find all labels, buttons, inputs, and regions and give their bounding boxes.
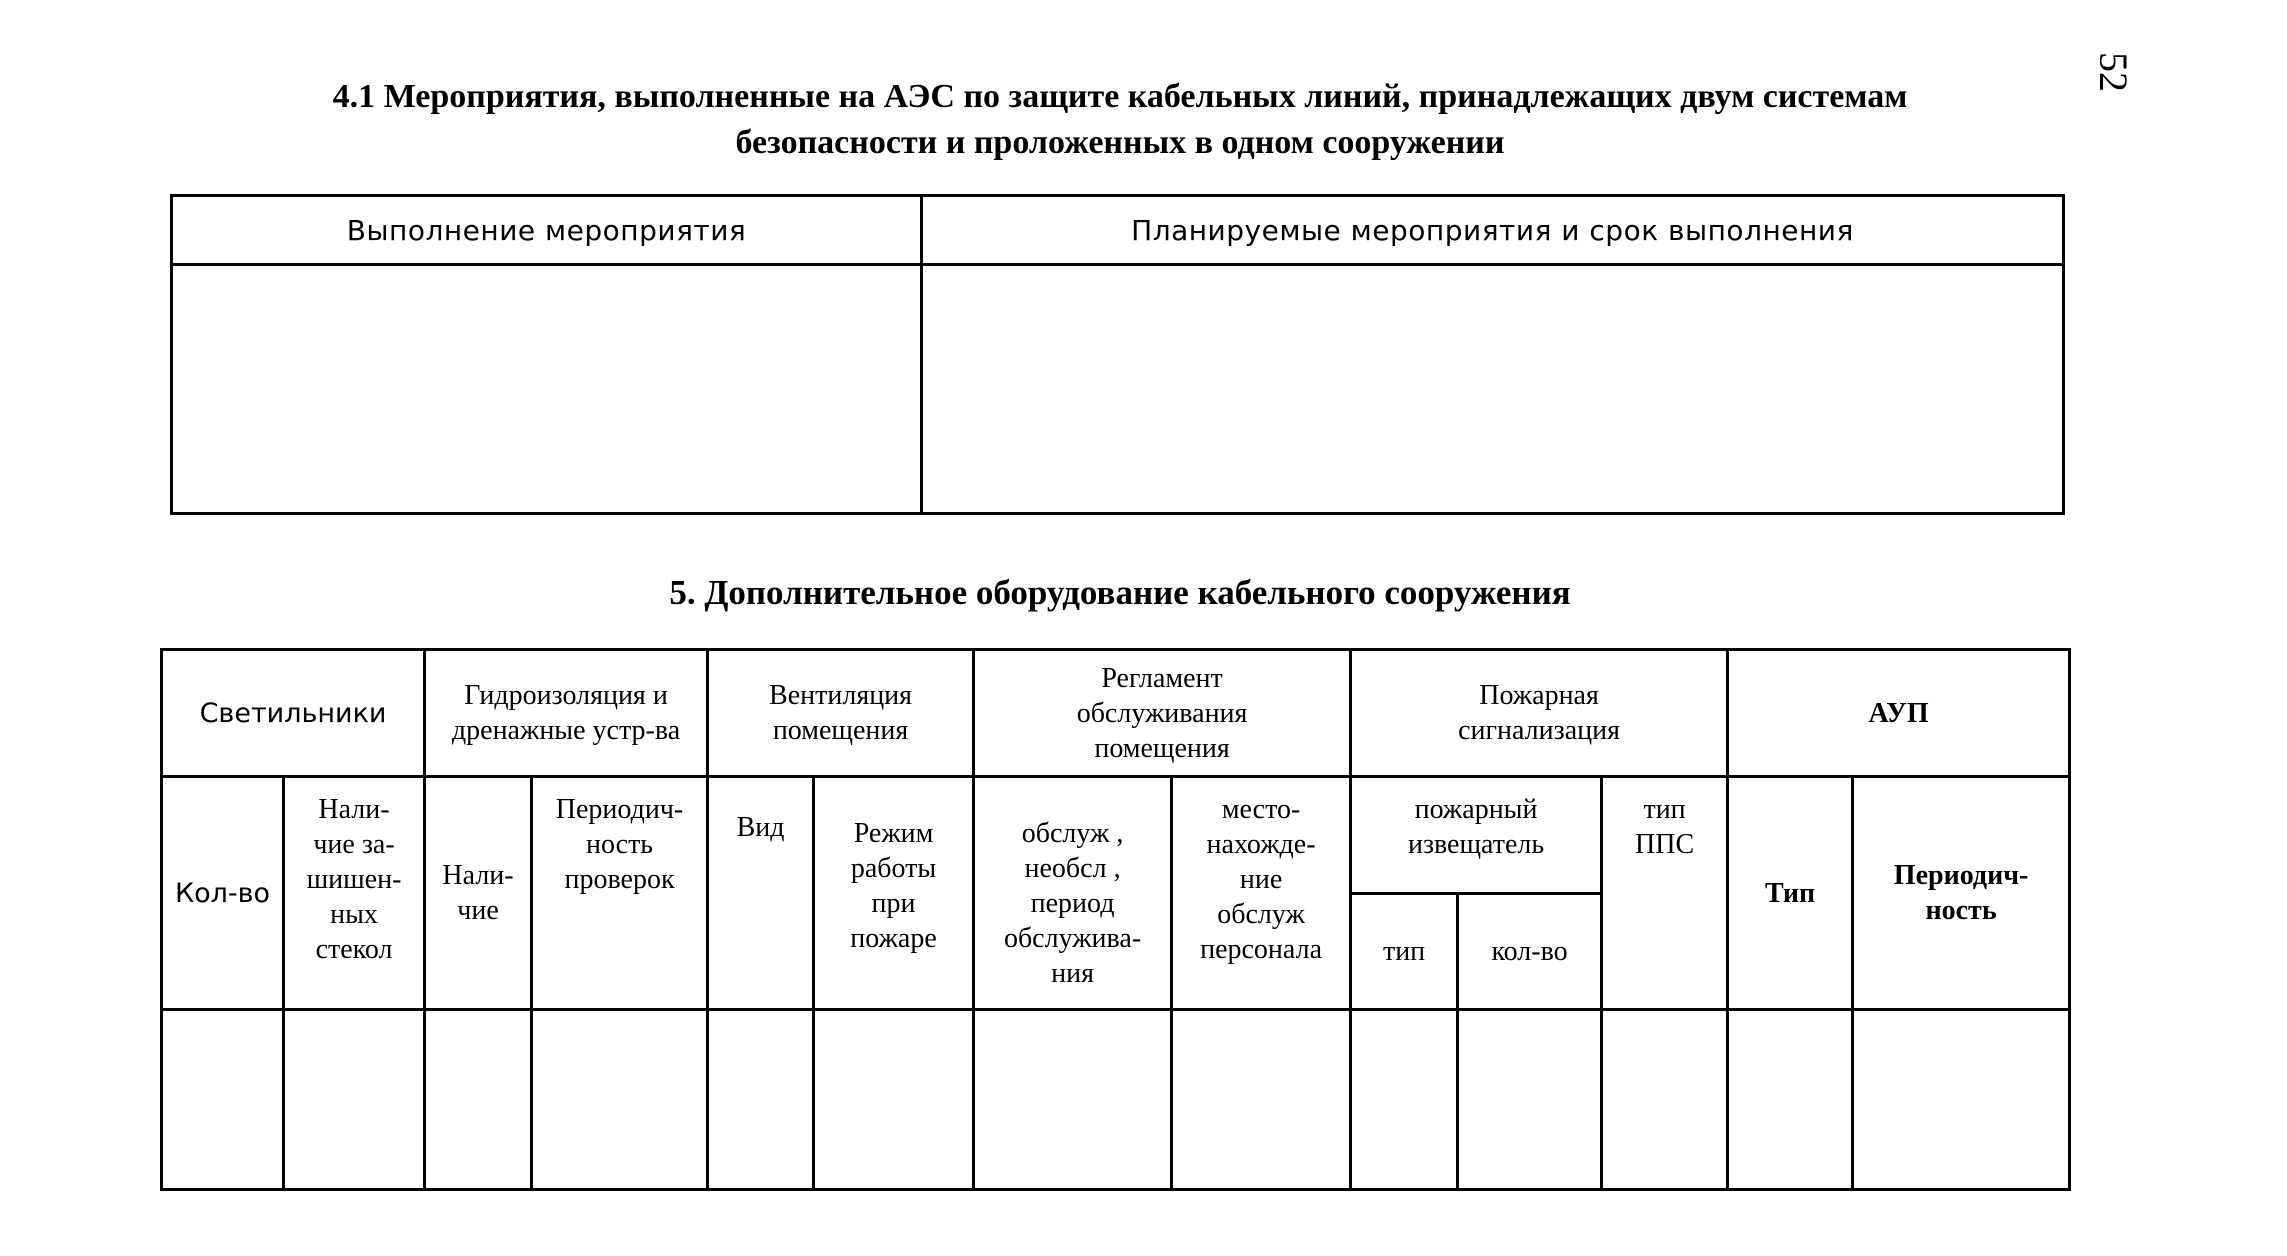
group-ventilyatsiya: Вентиляция помещения [708, 650, 974, 777]
group-aup: АУП [1728, 650, 2070, 777]
data-cell[interactable] [1853, 1010, 2070, 1190]
data-cell[interactable] [284, 1010, 425, 1190]
sub-izv-tip: тип [1351, 894, 1458, 1010]
data-cell[interactable] [162, 1010, 284, 1190]
sub-nalichie-stekol: Нали- чие за- шишен- ных стекол [284, 777, 425, 1010]
data-cell[interactable] [708, 1010, 814, 1190]
sub-aup-tip: Тип [1728, 777, 1853, 1010]
data-cell[interactable] [1728, 1010, 1853, 1190]
data-cell[interactable] [1351, 1010, 1458, 1190]
data-cell[interactable] [974, 1010, 1172, 1190]
data-cell[interactable] [532, 1010, 708, 1190]
data-cell[interactable] [1458, 1010, 1602, 1190]
sub-aup-periodichnost: Периодич- ность [1853, 777, 2070, 1010]
sub-mesto: место- нахожде- ние обслуж персонала [1172, 777, 1351, 1010]
cell-planned[interactable] [922, 265, 2064, 514]
header-execution: Выполнение мероприятия [172, 196, 922, 265]
sub-rezhim: Режим работы при пожаре [814, 777, 974, 1010]
section-5-title: 5. Дополнительное оборудование кабельного сооружения [669, 573, 1571, 612]
cell-execution[interactable] [172, 265, 922, 514]
group-pozharnaya-signalizatsiya: Пожарная сигнализация [1351, 650, 1728, 777]
sub-periodichnost-proverok: Периодич- ность проверок [532, 777, 708, 1010]
data-cell[interactable] [1602, 1010, 1728, 1190]
sub-kolvo: Кол-во [162, 777, 284, 1010]
group-svetilniki: Светильники [162, 650, 425, 777]
header-planned: Планируемые мероприятия и срок выполнения [922, 196, 2064, 265]
data-cell[interactable] [814, 1010, 974, 1190]
data-cell[interactable] [1172, 1010, 1351, 1190]
sub-izv-kolvo: кол-во [1458, 894, 1602, 1010]
page-number: 52 [2091, 52, 2136, 92]
section-4-1-title: 4.1 Мероприятия, выполненные на АЭС по защите кабельных линий, принадлежащих двум системам безопасности и проложенных в одном сооружении [332, 78, 1908, 161]
table-row [162, 1010, 2070, 1190]
sub-tip-pps: тип ППС [1602, 777, 1728, 1010]
group-gidroizolyatsiya: Гидроизоляция и дренажные устр-ва [425, 650, 708, 777]
sub-pozharnyi-izveshchatel: пожарный извещатель [1351, 777, 1602, 894]
group-reglament: Регламент обслуживания помещения [974, 650, 1351, 777]
table-4-1 [170, 194, 2065, 515]
data-cell[interactable] [425, 1010, 532, 1190]
table-5 [160, 648, 2071, 1191]
sub-vid: Вид [708, 777, 814, 1010]
sub-nalichie: Нали- чие [425, 777, 532, 1010]
sub-obsluzh: обслуж , необсл , период обслужива- ния [974, 777, 1172, 1010]
